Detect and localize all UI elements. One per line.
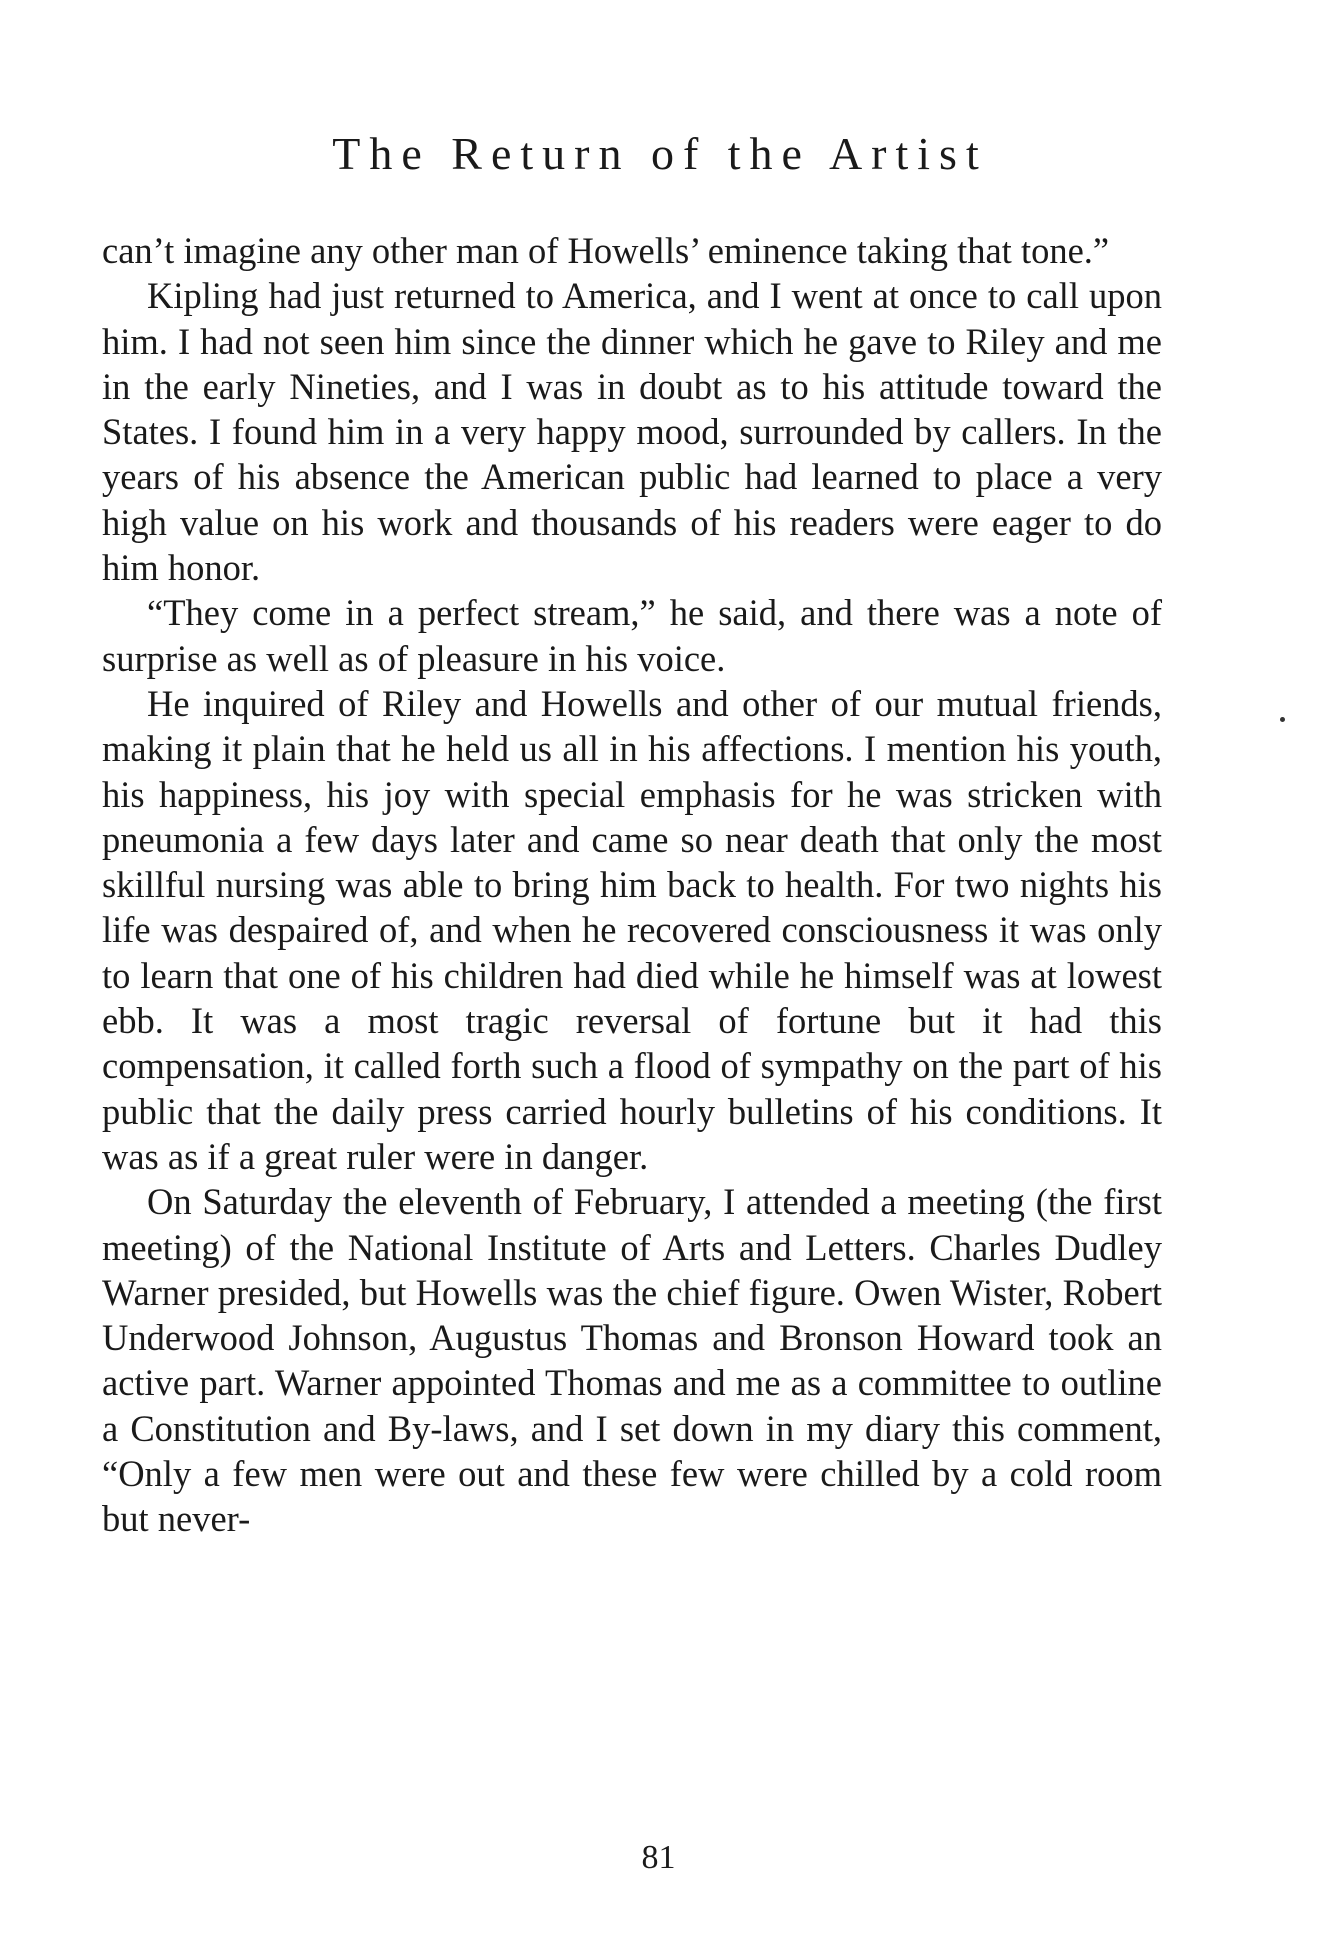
running-head: The Return of the Artist	[332, 128, 988, 179]
page-number: 81	[641, 1839, 676, 1876]
paragraph-national-institute: On Saturday the eleventh of February, I attended a meeting (the first meeting) of the National Institute of Arts and Letters. Charles Dudley Warner presided, but Howells was the chief figure. Owen Wister, Robert Underwood Johnson, Augustus Thomas and Bronson Howard took an active part. Warner appointed Thomas and me as a committee to outline a Constitution and By-laws, and I set down in my diary this comment, “Only a few men were out and these few were chilled by a cold room but never-	[102, 1181, 1162, 1540]
print-speck	[1280, 717, 1285, 722]
paragraph-kipling-return: Kipling had just returned to America, and I went at once to call upon him. I had not seen him since the dinner which he gave to Riley and me in the early Nineties, and I was in doubt as to his attitude toward the States. I found him in a very happy mood, surrounded by callers. In the years of his absence the American public had learned to place a very high value on his work and thousands of his readers were eager to do him honor.	[102, 275, 1162, 589]
paragraph-continued: can’t imagine any other man of Howells’ eminence taking that tone.”	[102, 230, 1110, 271]
paragraph-pneumonia: He inquired of Riley and Howells and other of our mutual friends, making it plain that he held us all in his affections. I mention his youth, his happiness, his joy with special emphasis for he was stricken with pneumonia a few days later and came so near death that only the most skillful nursing was able to bring him back to health. For two nights his life was despaired of, and when he recovered consciousness it was only to learn that one of his children had died while he himself was at lowest ebb. It was a most tragic reversal of fortune but it had this compensation, it called forth such a flood of sympathy on the part of his public that the daily press carried hourly bulletins of his conditions. It was as if a great ruler were in danger.	[102, 682, 1162, 1177]
paragraph-perfect-stream: “They come in a perfect stream,” he said, and there was a note of surprise as well as of pleasure in his voice.	[102, 592, 1162, 679]
body-text	[102, 228, 1162, 1542]
